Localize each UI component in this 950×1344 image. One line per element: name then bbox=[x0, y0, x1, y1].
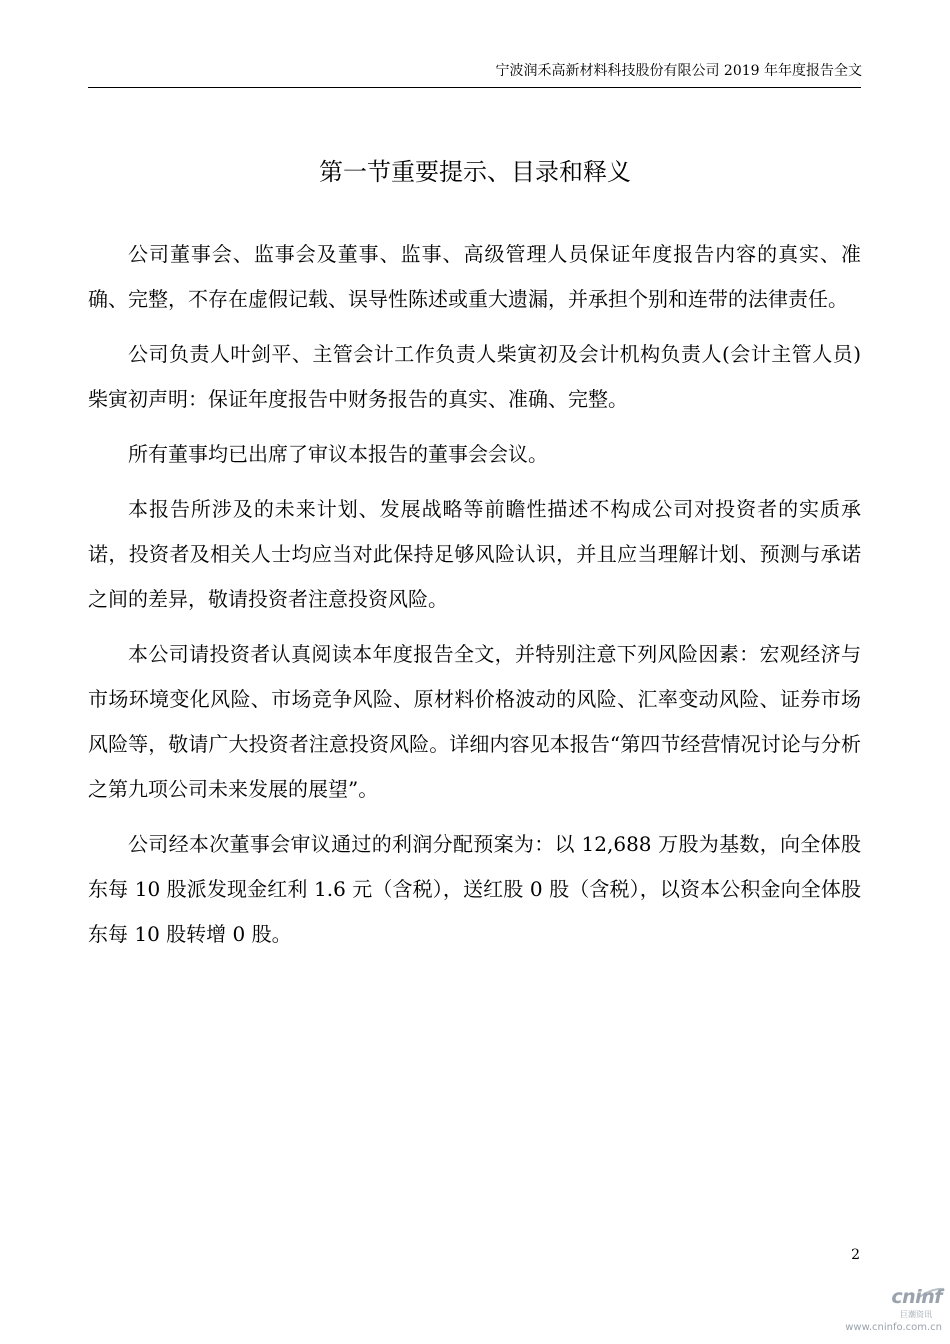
paragraph-board-attendance: 所有董事均已出席了审议本报告的董事会会议。 bbox=[128, 442, 548, 466]
paragraph-forward-looking: 本报告所涉及的未来计划、发展战略等前瞻性描述不构成公司对投资者的实质承诺，投资者及相关人士均应当对此保持足够风险认识，并且应当理解计划、预测与承诺之间的差异，敬请投资者注意投资风险。 bbox=[88, 497, 861, 611]
section-title: 第一节重要提示、目录和释义 bbox=[319, 158, 631, 186]
page-number: 2 bbox=[851, 1247, 860, 1263]
paragraph-financial-declaration: 公司负责人叶剑平、主管会计工作负责人柴寅初及会计机构负责人(会计主管人员)柴寅初声明：保证年度报告中财务报告的真实、准确、完整。 bbox=[88, 342, 861, 411]
paragraph-profit-distribution: 公司经本次董事会审议通过的利润分配预案为：以 12,688 万股为基数，向全体股东每 10 股派发现金红利 1.6 元（含税），送红股 0 股（含税），以资本公积金向全体股东每 10 股转增 0 股。 bbox=[88, 832, 861, 946]
document-body bbox=[88, 232, 861, 967]
paragraph-responsibility-statement: 公司董事会、监事会及董事、监事、高级管理人员保证年度报告内容的真实、准确、完整，不存在虚假记载、误导性陈述或重大遗漏，并承担个别和连带的法律责任。 bbox=[88, 242, 861, 311]
cninfo-watermark bbox=[845, 1286, 944, 1340]
document-header: 宁波润禾高新材料科技股份有限公司 2019 年年度报告全文 bbox=[495, 63, 862, 79]
watermark-url: www.cninfo.com.cn bbox=[845, 1322, 942, 1333]
paragraph-risk-factors: 本公司请投资者认真阅读本年度报告全文，并特别注意下列风险因素：宏观经济与市场环境变化风险、市场竞争风险、原材料价格波动的风险、汇率变动风险、证券市场风险等，敬请广大投资者注意投资风险。详细内容见本报告“第四节经营情况讨论与分析之第九项公司未来发展的展望”。 bbox=[88, 642, 861, 801]
header-divider bbox=[88, 87, 861, 88]
watermark-cn-name: 巨潮资讯 bbox=[900, 1310, 932, 1319]
watermark-logo: cninf bbox=[891, 1286, 942, 1308]
